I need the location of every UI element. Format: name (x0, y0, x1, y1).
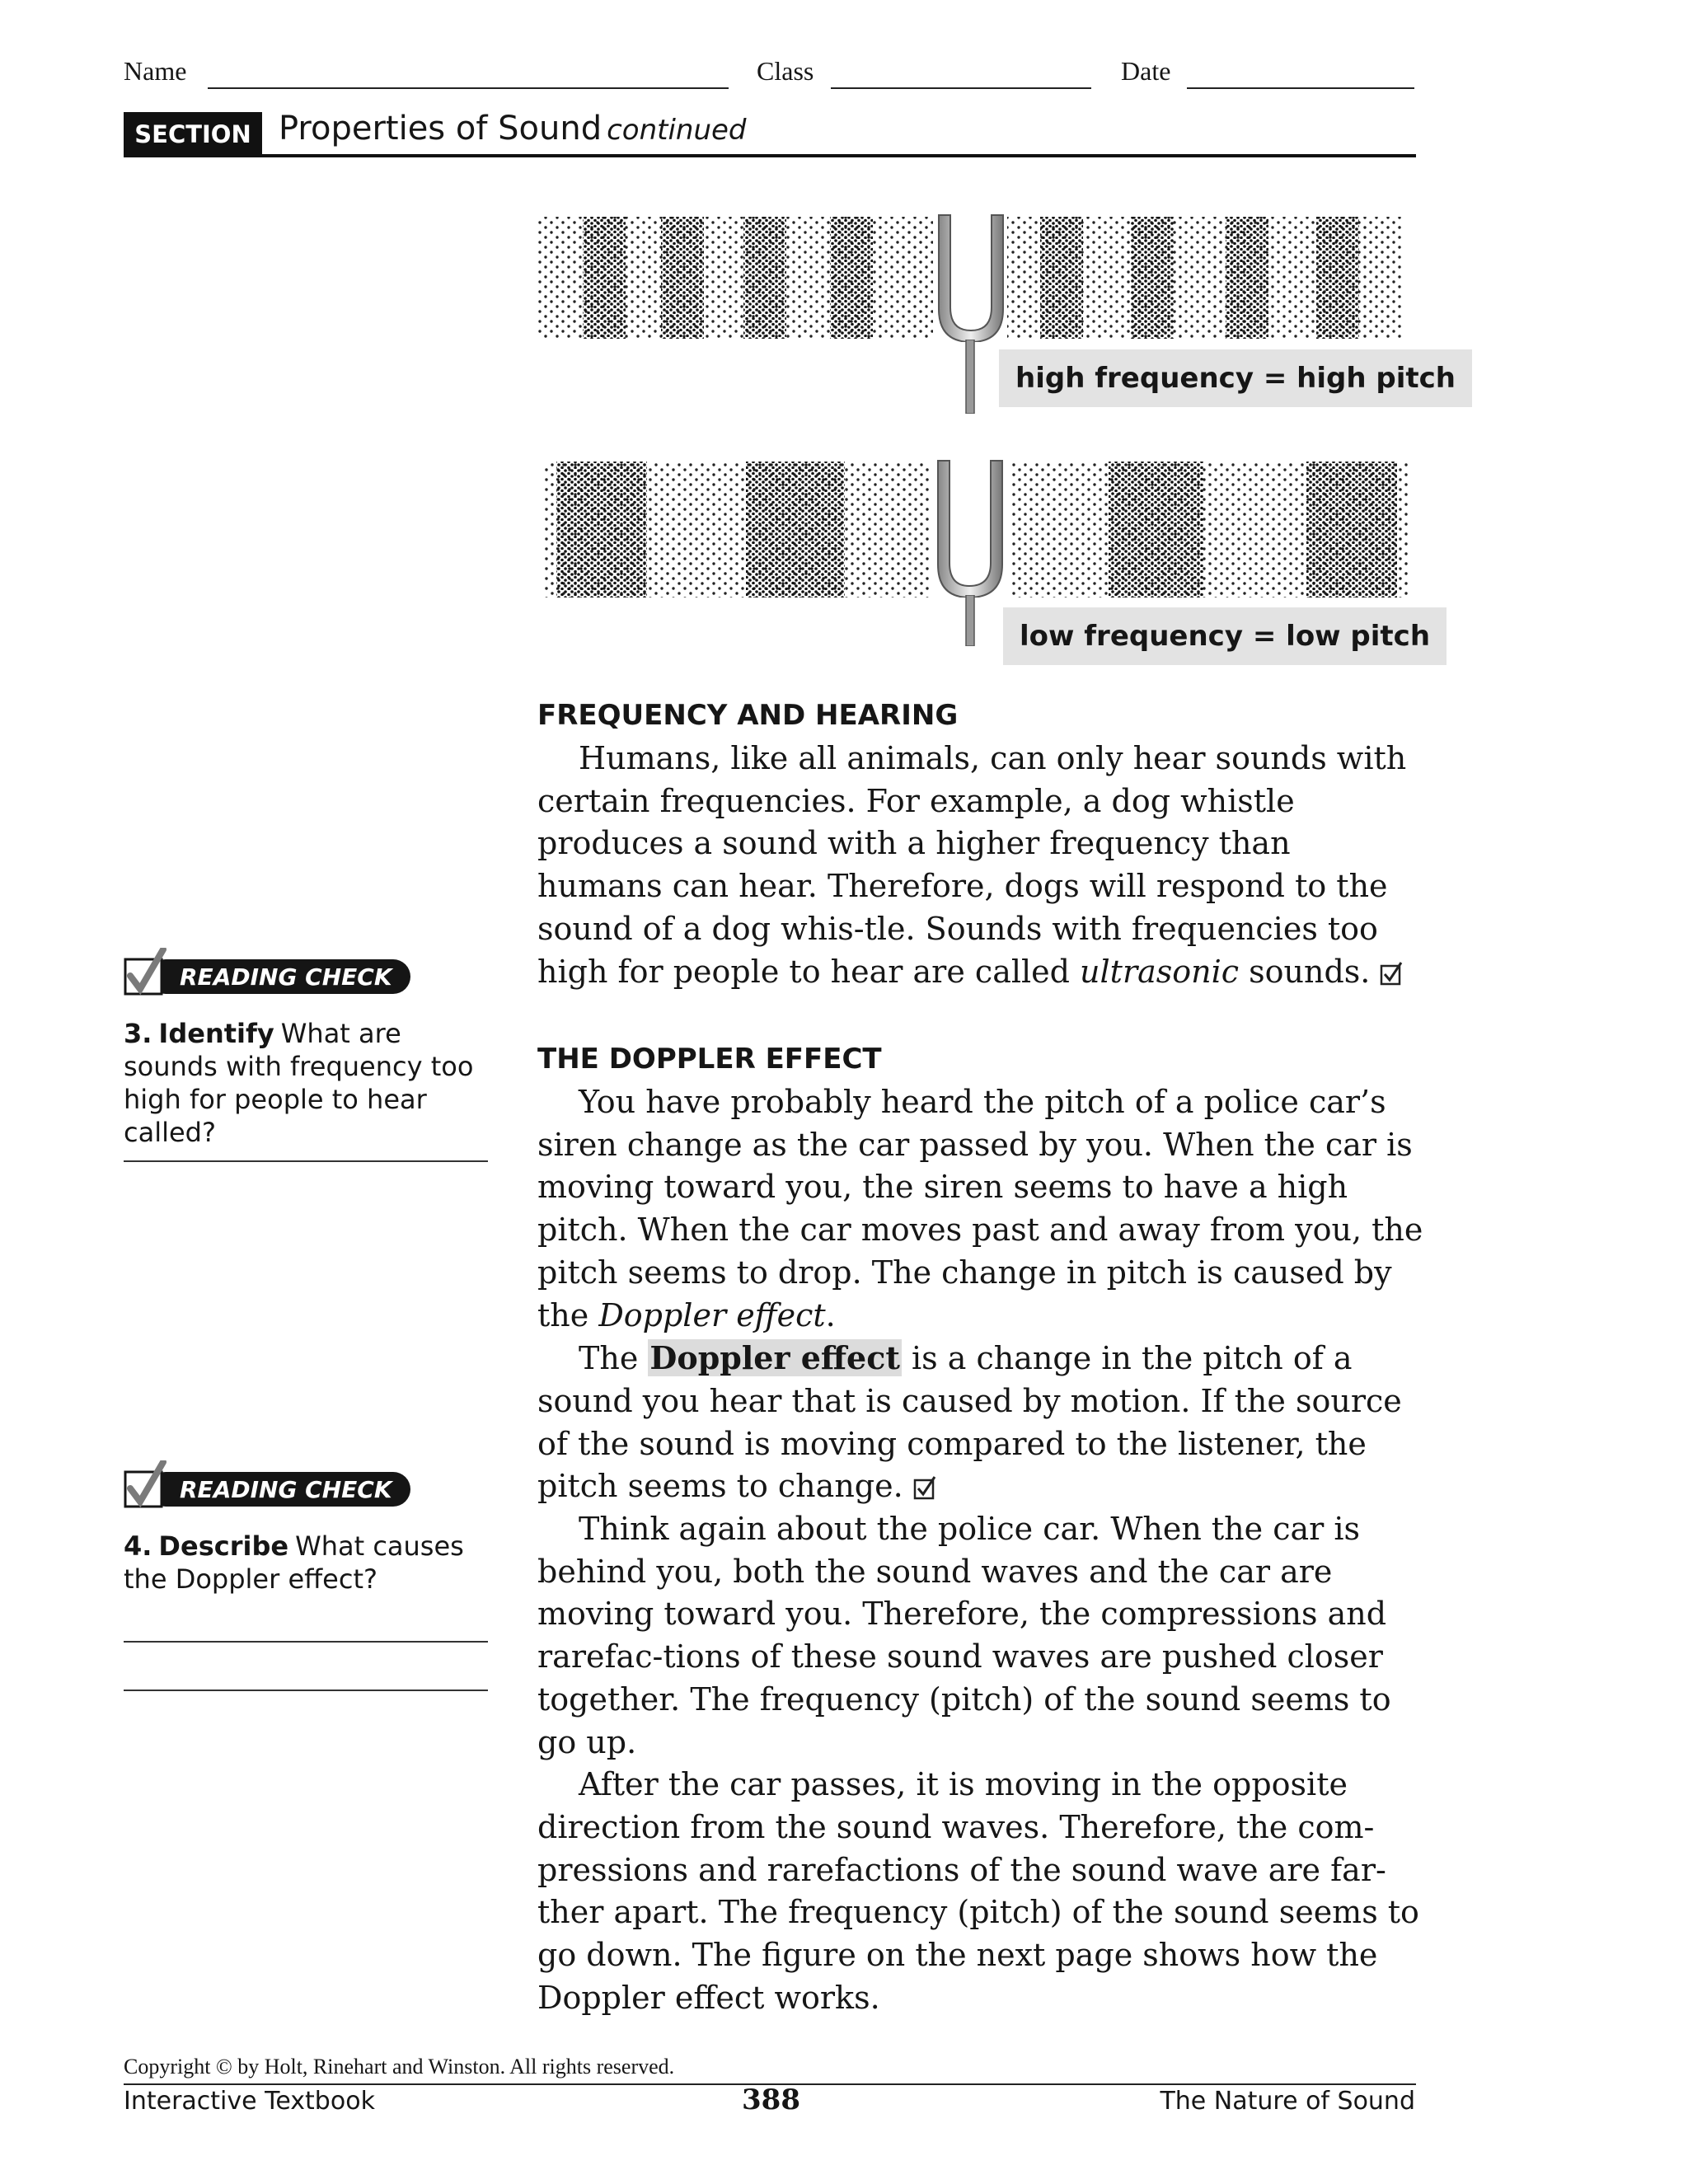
doppler-paragraph-2-text: is a change in the pitch of a sound you hear that is caused by motion. If the source of the sound is moving compared to the listener, the pitch seems to change. (537, 1340, 1402, 1505)
low-frequency-label: low frequency = low pitch (1003, 607, 1447, 665)
date-field-line[interactable] (1187, 87, 1414, 89)
section-continued: continued (607, 114, 747, 147)
section-title-text: Properties of Sound (279, 110, 603, 148)
doppler-section-body (537, 1081, 1423, 2019)
term-doppler-effect-italic: Doppler effect (598, 1296, 826, 1333)
term-ultrasonic: ultrasonic (1080, 953, 1240, 990)
class-field-line[interactable] (831, 87, 1091, 89)
vocab-term-doppler-effect: Doppler effect (649, 1339, 900, 1377)
answer-4-line-1[interactable] (124, 1641, 488, 1643)
question-3-verb: Identify (158, 1018, 274, 1049)
answer-3-line[interactable] (124, 1160, 488, 1162)
section-tag: SECTION 2 (124, 112, 262, 157)
reading-check-4-badge (124, 1460, 414, 1508)
section-title (279, 105, 747, 153)
frequency-paragraph (537, 738, 1423, 993)
checkmark-box-icon (913, 1475, 938, 1500)
question-3-number: 3. (124, 1018, 152, 1049)
low-fork-stem (964, 595, 976, 646)
copyright: Copyright © by Holt, Rinehart and Winston. All rights reserved. (124, 2055, 675, 2079)
footer-chapter-title: The Nature of Sound (1160, 2087, 1415, 2116)
question-4-number: 4. (124, 1530, 152, 1562)
doppler-paragraph-2-start: The (579, 1340, 649, 1377)
doppler-paragraph-1 (537, 1081, 1423, 1337)
high-fork-stem (964, 340, 976, 414)
checkmark-box-icon (1380, 961, 1404, 986)
heading-frequency-and-hearing: FREQUENCY AND HEARING (537, 699, 959, 732)
question-4-verb: Describe (158, 1530, 289, 1562)
question-3-text: What are sounds with frequency too high for people to hear called? (124, 1018, 474, 1148)
reading-check-4-label: READING CHECK (180, 1476, 392, 1503)
question-4-text: What causes the Doppler effect? (124, 1530, 464, 1595)
footer-book-title: Interactive Textbook (124, 2087, 375, 2116)
section-rule (124, 154, 1416, 157)
reading-check-3-question (124, 1017, 495, 1149)
doppler-paragraph-3: Think again about the police car. When the car is behind you, both the sound waves and the car are moving toward you. Therefore, the compressions and rarefac-tions of these sound waves are pushed closer together. The frequency (pitch) of the sound seems to go up. (537, 1511, 1391, 1760)
frequency-paragraph-text: Humans, like all animals, can only hear sounds with certain frequencies. For example, a dog whistle produces a sound with a higher frequency than humans can hear. Therefore, dogs will respond to the sound of a dog whis-tle. Sounds with frequencies too high for people to hear are called (537, 740, 1407, 990)
page-number: 388 (742, 2083, 800, 2116)
heading-doppler-effect: THE DOPPLER EFFECT (537, 1043, 882, 1076)
high-frequency-wave-figure (537, 210, 1411, 342)
reading-check-4-question (124, 1530, 495, 1596)
name-label: Name (124, 56, 187, 86)
high-frequency-label: high frequency = high pitch (999, 349, 1472, 407)
name-field-line[interactable] (208, 87, 729, 89)
low-frequency-wave-figure (544, 457, 1418, 598)
reading-check-3-badge (124, 948, 414, 996)
frequency-section-body (537, 738, 1423, 993)
frequency-paragraph-end: sounds. (1239, 953, 1371, 990)
doppler-paragraph-1-end: . (825, 1296, 836, 1333)
doppler-paragraph-4: After the car passes, it is moving in the opposite direction from the sound waves. Therefore, the com-pressions and rarefactions of the sound wave are far-ther apart. The frequency (pitch) of the sound seems to go down. The figure on the next page shows how the Doppler effect works. (537, 1766, 1419, 2016)
doppler-paragraph-1-text: You have probably heard the pitch of a police car’s siren change as the car passed by you. When the car is moving toward you, the siren seems to have a high pitch. When the car moves past and away from you, the pitch seems to drop. The change in pitch is caused by the (537, 1084, 1423, 1333)
class-label: Class (757, 56, 814, 86)
doppler-paragraph-2 (537, 1337, 1423, 1508)
reading-check-3-label: READING CHECK (180, 963, 392, 991)
date-label: Date (1121, 56, 1171, 86)
answer-4-line-2[interactable] (124, 1690, 488, 1691)
